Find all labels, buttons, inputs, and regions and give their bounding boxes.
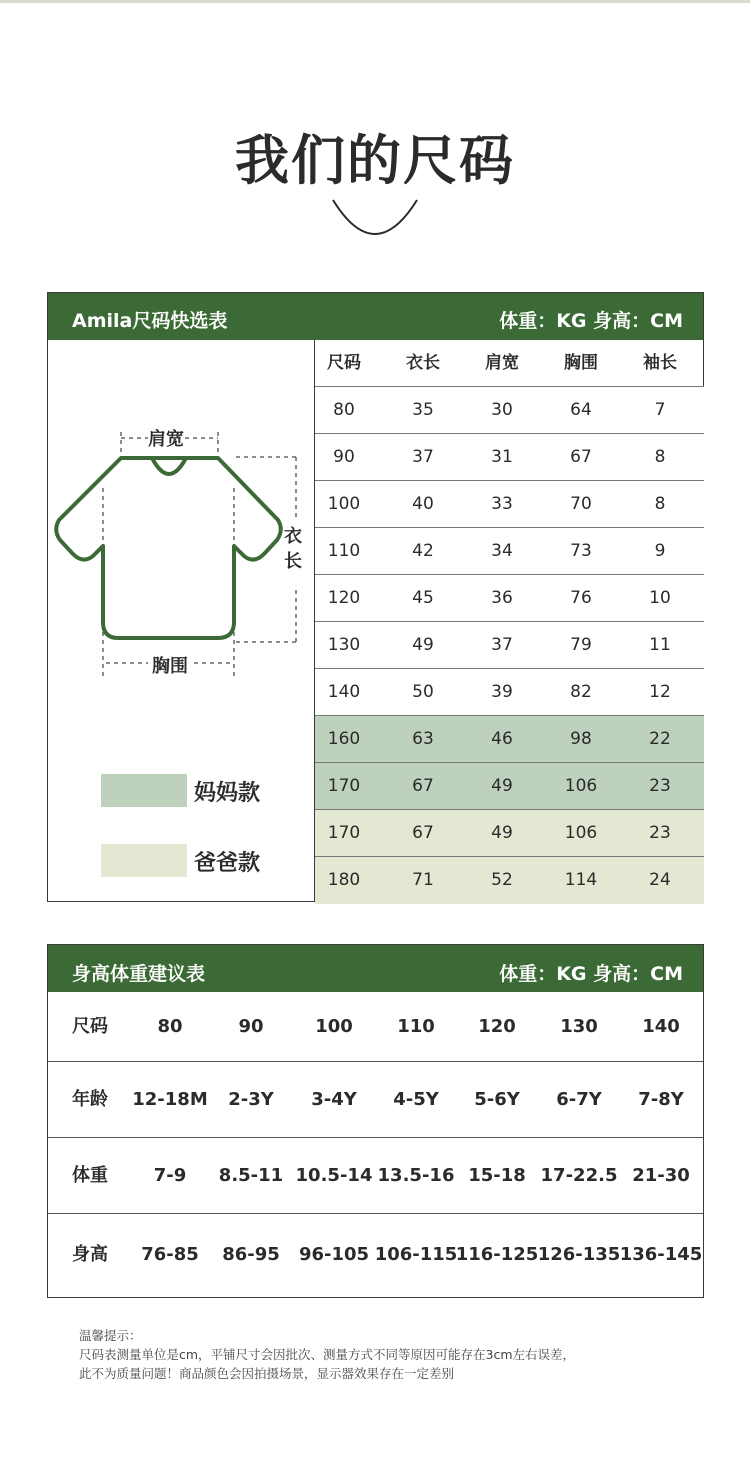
table-row — [315, 387, 704, 434]
advice-cell: 106-115 — [374, 1244, 458, 1265]
cell-length: 71 — [412, 870, 434, 890]
cell-sleeve: 11 — [649, 635, 671, 655]
legend-swatch-mom — [101, 774, 187, 807]
advice-cell: 136-145 — [619, 1244, 703, 1265]
cell-shoulder: 49 — [491, 776, 513, 796]
cell-size: 80 — [333, 400, 355, 420]
cell-sleeve: 23 — [649, 776, 671, 796]
advice-cell: 4-5Y — [393, 1089, 439, 1110]
advice-row — [48, 1138, 703, 1214]
size-quick-table — [47, 292, 704, 902]
cell-sleeve: 7 — [654, 400, 666, 420]
table-row — [315, 810, 704, 857]
cell-shoulder: 37 — [491, 635, 513, 655]
advice-cell: 76-85 — [141, 1244, 199, 1265]
advice-cell: 100 — [315, 1016, 353, 1037]
advice-cell: 140 — [642, 1016, 680, 1037]
table-header-row — [315, 340, 704, 387]
tips-heading: 温馨提示： — [79, 1328, 142, 1343]
cell-length: 42 — [412, 541, 434, 561]
height-weight-advice-table — [47, 944, 704, 1298]
cell-chest: 76 — [570, 588, 592, 608]
cell-sleeve: 8 — [654, 447, 666, 467]
cell-shoulder: 31 — [491, 447, 513, 467]
cell-size: 130 — [327, 635, 361, 655]
shoulder-label: 肩宽 — [148, 425, 184, 451]
cell-sleeve: 22 — [649, 729, 671, 749]
garment-diagram-panel — [48, 340, 314, 901]
advice-row-label: 体重 — [72, 1165, 108, 1186]
table-row — [315, 481, 704, 528]
advice-cell: 7-9 — [153, 1165, 187, 1186]
cell-sleeve: 23 — [649, 823, 671, 843]
tips-note — [79, 1326, 575, 1383]
cell-shoulder: 34 — [491, 541, 513, 561]
table-row — [315, 669, 704, 716]
advice-cell: 90 — [238, 1016, 264, 1037]
advice-cell: 80 — [157, 1016, 183, 1037]
cell-chest: 79 — [570, 635, 592, 655]
quick-table-header — [48, 293, 703, 340]
cell-length: 45 — [412, 588, 434, 608]
advice-table-header — [48, 945, 703, 992]
cell-length: 67 — [412, 823, 434, 843]
table-row — [315, 763, 704, 810]
advice-table-title: 身高体重建议表 — [72, 963, 206, 985]
cell-chest: 67 — [570, 447, 592, 467]
advice-cell: 120 — [478, 1016, 516, 1037]
cell-size: 140 — [327, 682, 361, 702]
advice-cell: 8.5-11 — [218, 1165, 284, 1186]
advice-row — [48, 992, 703, 1062]
table-row — [315, 434, 704, 481]
advice-cell: 130 — [560, 1016, 598, 1037]
advice-cell: 15-18 — [468, 1165, 526, 1186]
smile-ornament — [330, 196, 420, 238]
advice-cell: 17-22.5 — [540, 1165, 618, 1186]
cell-length: 40 — [412, 494, 434, 514]
quick-table-units: 体重：KG 身高：CM — [499, 310, 683, 332]
cell-size: 180 — [327, 870, 361, 890]
cell-length: 49 — [412, 635, 434, 655]
cell-chest: 64 — [570, 400, 592, 420]
cell-shoulder: 49 — [491, 823, 513, 843]
page-title: 我们的尺码 — [235, 129, 515, 192]
table-row — [315, 622, 704, 669]
table-row — [315, 528, 704, 575]
advice-row-label: 年龄 — [72, 1089, 108, 1110]
advice-row — [48, 1062, 703, 1138]
cell-sleeve: 10 — [649, 588, 671, 608]
cell-shoulder: 36 — [491, 588, 513, 608]
table-row — [315, 716, 704, 763]
cell-size: 90 — [333, 447, 355, 467]
cell-chest: 73 — [570, 541, 592, 561]
advice-cell: 21-30 — [632, 1165, 690, 1186]
size-measure-grid — [314, 340, 703, 901]
cell-size: 110 — [327, 541, 361, 561]
cell-length: 50 — [412, 682, 434, 702]
cell-chest: 106 — [564, 776, 598, 796]
cell-size: 160 — [327, 729, 361, 749]
col-header-chest: 胸围 — [564, 353, 598, 373]
legend-swatch-dad — [101, 844, 187, 877]
advice-row-label: 尺码 — [72, 1016, 108, 1037]
advice-cell: 13.5-16 — [377, 1165, 455, 1186]
tips-line-1: 尺码表测量单位是cm，平铺尺寸会因批次、测量方式不同等原因可能存在3cm左右误差， — [79, 1347, 576, 1362]
cell-shoulder: 30 — [491, 400, 513, 420]
cell-shoulder: 46 — [491, 729, 513, 749]
cell-length: 35 — [412, 400, 434, 420]
cell-size: 120 — [327, 588, 361, 608]
advice-cell: 12-18M — [132, 1089, 208, 1110]
length-label-1: 衣 — [284, 522, 302, 548]
cell-shoulder: 52 — [491, 870, 513, 890]
cell-length: 67 — [412, 776, 434, 796]
table-row — [315, 575, 704, 622]
cell-shoulder: 39 — [491, 682, 513, 702]
advice-cell: 5-6Y — [474, 1089, 520, 1110]
cell-size: 170 — [327, 823, 361, 843]
table-row — [315, 857, 704, 904]
advice-cell: 110 — [397, 1016, 435, 1037]
advice-cell: 10.5-14 — [295, 1165, 373, 1186]
cell-sleeve: 9 — [654, 541, 666, 561]
col-header-size: 尺码 — [327, 353, 361, 373]
cell-size: 170 — [327, 776, 361, 796]
advice-cell: 7-8Y — [638, 1089, 684, 1110]
chest-label: 胸围 — [148, 652, 192, 678]
cell-length: 63 — [412, 729, 434, 749]
col-header-sleeve: 袖长 — [643, 353, 677, 373]
cell-chest: 82 — [570, 682, 592, 702]
advice-cell: 96-105 — [298, 1244, 370, 1265]
advice-cell: 3-4Y — [311, 1089, 357, 1110]
advice-row — [48, 1214, 703, 1296]
legend-label-mom: 妈妈款 — [194, 781, 261, 806]
cell-shoulder: 33 — [491, 494, 513, 514]
col-header-length: 衣长 — [406, 353, 440, 373]
top-divider — [0, 0, 750, 3]
legend-label-dad: 爸爸款 — [194, 851, 261, 876]
cell-length: 37 — [412, 447, 434, 467]
length-label-2: 长 — [284, 547, 302, 573]
tips-line-2: 此不为质量问题！商品颜色会因拍摄场景，显示器效果存在一定差别 — [79, 1366, 455, 1381]
col-header-shoulder: 肩宽 — [485, 353, 519, 373]
advice-row-label: 身高 — [72, 1244, 108, 1265]
cell-sleeve: 8 — [654, 494, 666, 514]
advice-cell: 86-95 — [222, 1244, 280, 1265]
cell-sleeve: 12 — [649, 682, 671, 702]
advice-cell: 2-3Y — [228, 1089, 274, 1110]
advice-cell: 126-135 — [537, 1244, 621, 1265]
cell-chest: 70 — [570, 494, 592, 514]
cell-chest: 106 — [564, 823, 598, 843]
cell-chest: 98 — [570, 729, 592, 749]
advice-cell: 116-125 — [455, 1244, 539, 1265]
advice-cell: 6-7Y — [556, 1089, 602, 1110]
quick-table-title: Amila尺码快选表 — [72, 310, 228, 332]
cell-chest: 114 — [564, 870, 598, 890]
cell-sleeve: 24 — [649, 870, 671, 890]
cell-size: 100 — [327, 494, 361, 514]
advice-table-units: 体重：KG 身高：CM — [499, 963, 683, 985]
